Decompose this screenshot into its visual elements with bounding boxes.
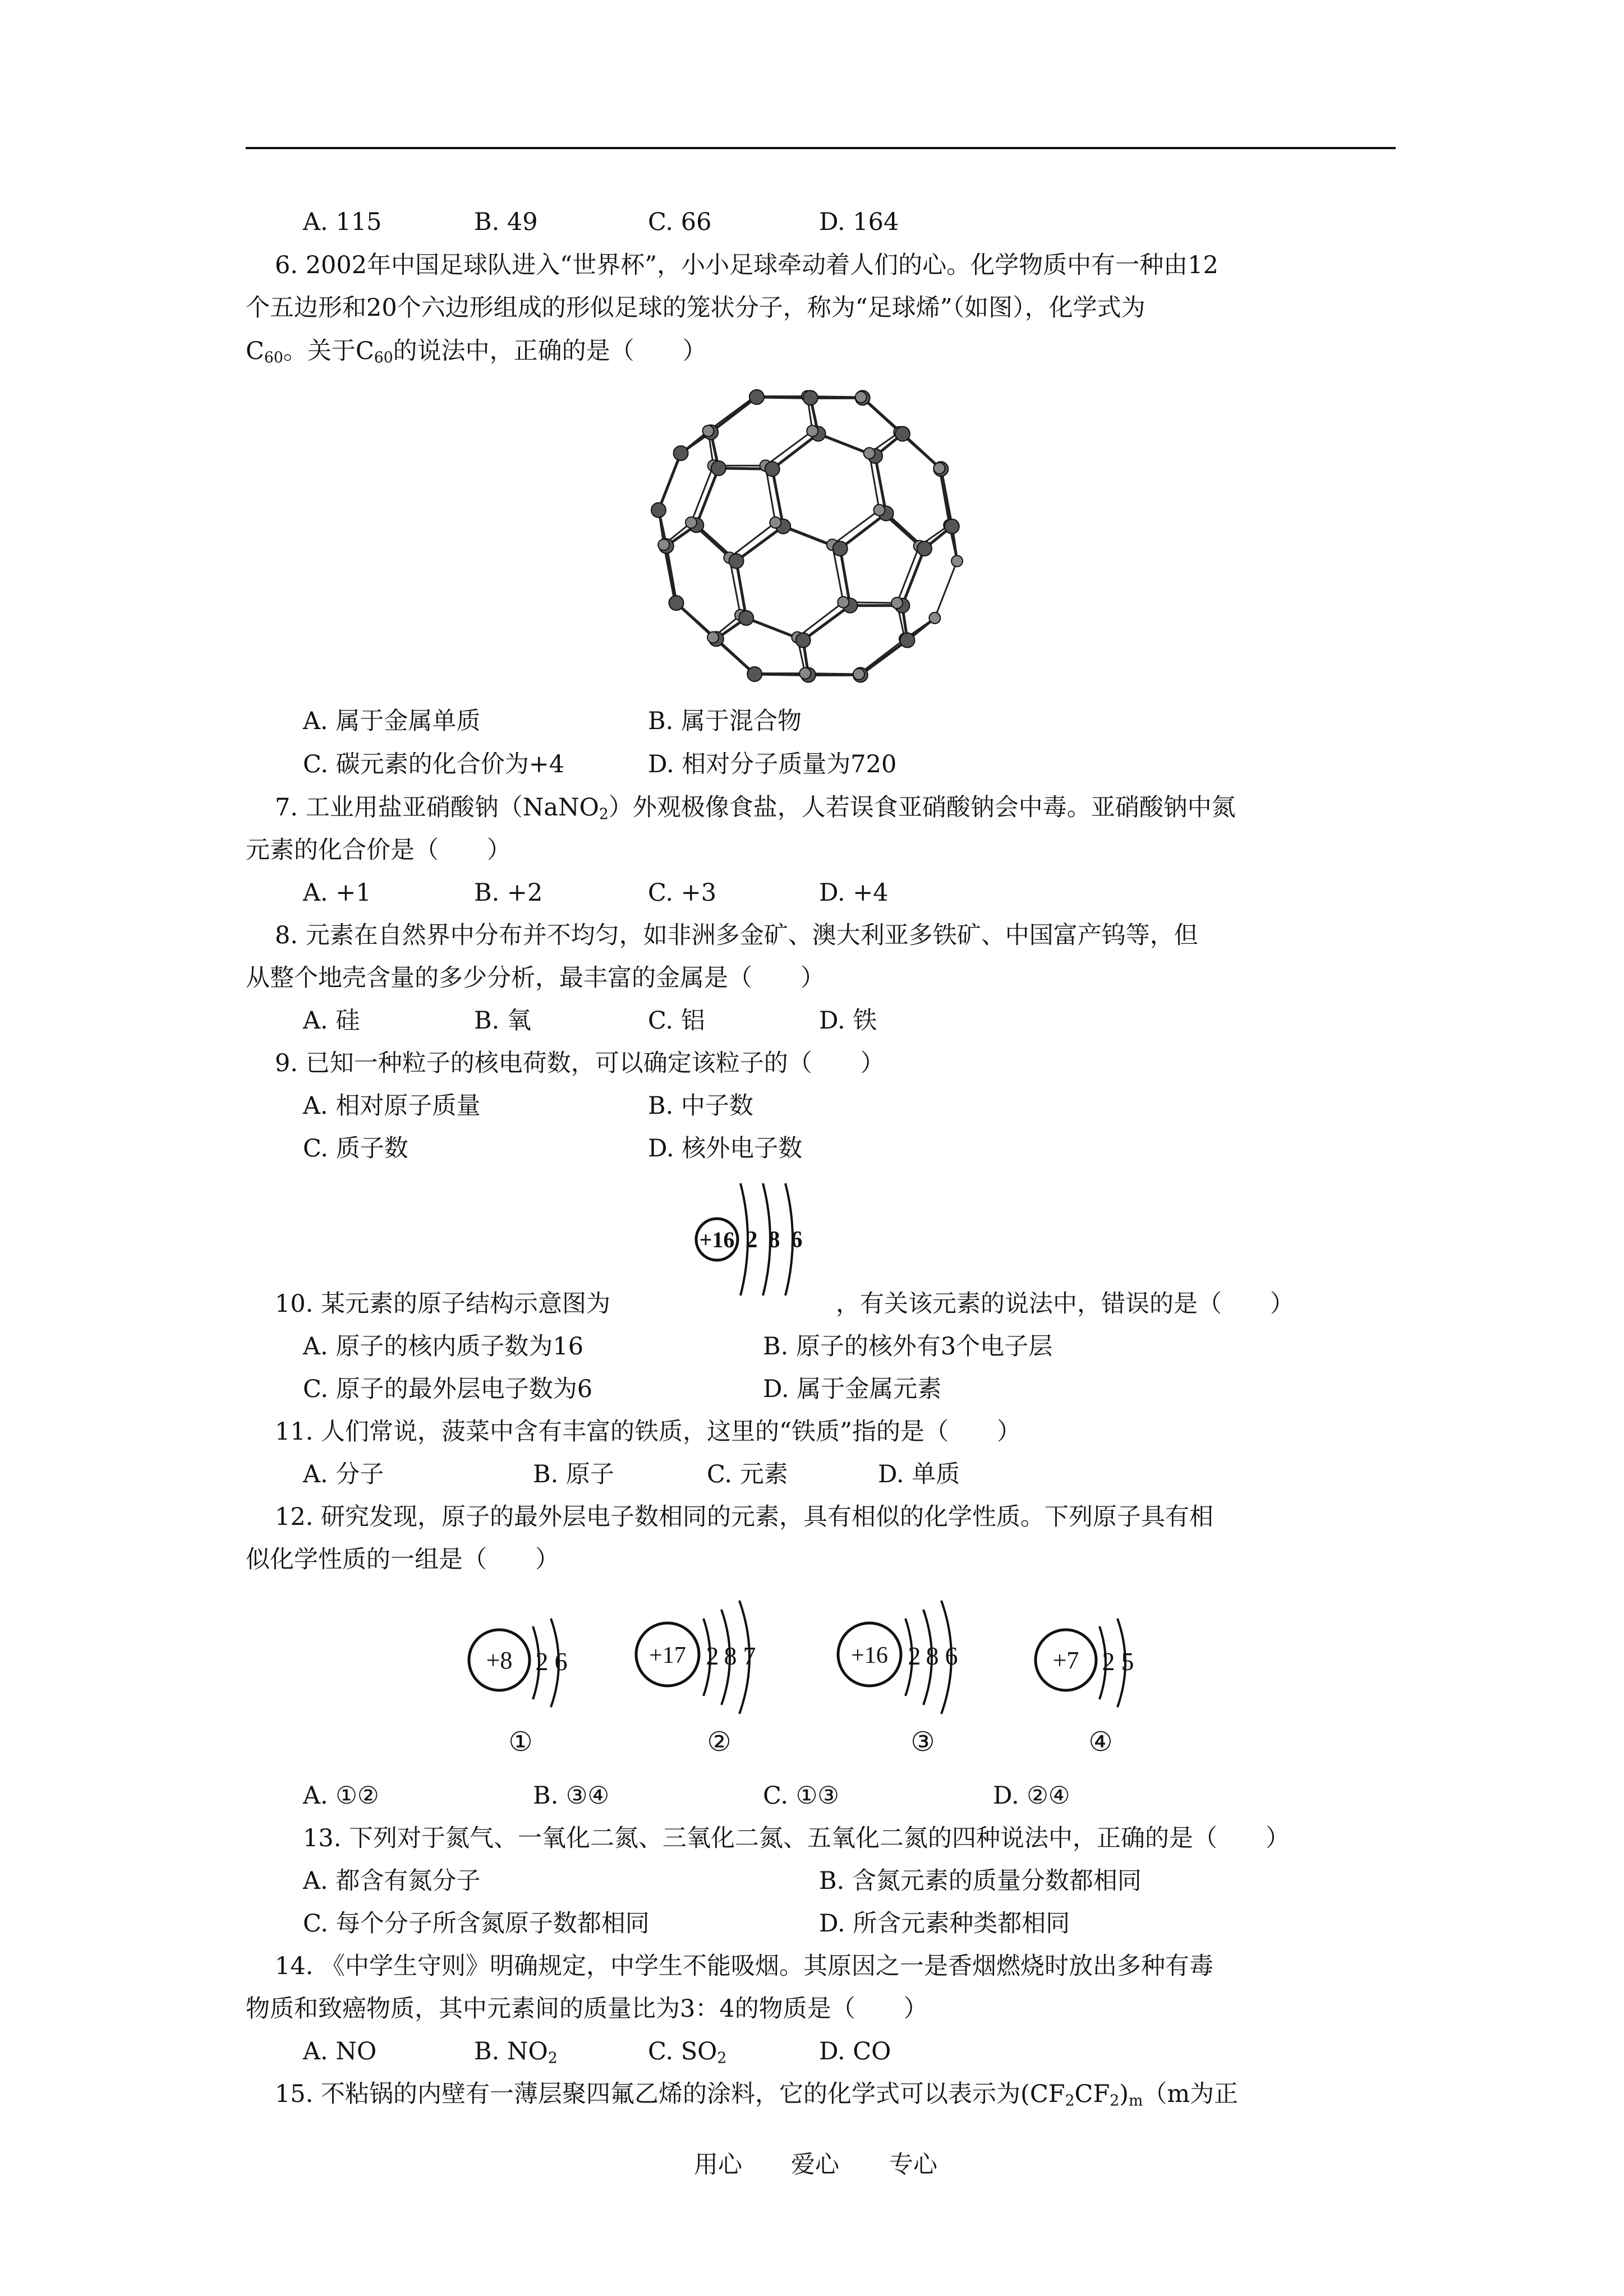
q12-atom-3-shell-3: 6 xyxy=(945,1642,958,1670)
q15-stem: 15. 不粘锅的内壁有一薄层聚四氟乙烯的涂料，它的化学式可以表示为$(CF_2CF_2)_m(m$为正 xyxy=(275,2080,1239,2110)
q11-stem: 11. 人们常说，菠菜中含有丰富的铁质，这里的“铁质”指的是（ ） xyxy=(275,1418,1022,1446)
fullerene-bond xyxy=(861,640,908,675)
fullerene-bond xyxy=(696,468,719,525)
fullerene-atom xyxy=(803,390,818,405)
q10-shell-3-count: 6 xyxy=(790,1227,803,1253)
q7-stem-line-2: 元素的化合价是（ ） xyxy=(246,836,511,864)
q12-atom-2-nucleus: +17 xyxy=(649,1643,686,1668)
q12-atom-3-nucleus: +16 xyxy=(851,1643,888,1668)
fullerene-atom xyxy=(749,390,764,404)
q10-stem-post: ，有关该元素的说法中，错误的是（ ） xyxy=(836,1290,1294,1318)
q12-option-a: A. ①② xyxy=(303,1782,379,1810)
q8-option-a: A. 硅 xyxy=(303,1007,360,1035)
fullerene-bond xyxy=(659,453,681,510)
fullerene-bond xyxy=(935,561,957,617)
q11-option-d: D. 单质 xyxy=(878,1460,960,1488)
q12-atom-4-shell-2: 5 xyxy=(1121,1647,1134,1676)
q11-option-b: B. 原子 xyxy=(533,1460,614,1488)
q12-atom-2-shell-2: 8 xyxy=(724,1642,737,1670)
q10-stem-pre: 10. 某元素的原子结构示意图为 xyxy=(275,1290,611,1318)
fullerene-bond xyxy=(711,397,757,432)
q12-atom-3 xyxy=(838,1601,958,1758)
q12-option-b: B. ③④ xyxy=(533,1782,610,1810)
footer-text-2: 爱心 xyxy=(791,2151,839,2179)
fullerene-bond xyxy=(803,606,850,640)
fullerene-bond xyxy=(902,548,924,605)
fullerene-bond xyxy=(691,465,714,522)
q13-option-a: A. 都含有氮分子 xyxy=(303,1867,481,1895)
q10-option-c: C. 原子的最外层电子数为6 xyxy=(303,1375,593,1403)
q14-option-c: C. $SO_2$ xyxy=(648,2037,727,2067)
q7-option-a: A. +1 xyxy=(303,879,371,907)
fullerene-bond xyxy=(897,546,919,603)
q12-atom-2 xyxy=(636,1601,756,1758)
q12-atom-3-label: ③ xyxy=(910,1726,935,1758)
fullerene-bond xyxy=(832,510,880,545)
fullerene-atom xyxy=(747,667,762,681)
q5-option-d: D. 164 xyxy=(819,208,899,236)
fullerene-bond xyxy=(729,523,775,558)
q6-option-d: D. 相对分子质量为720 xyxy=(648,750,897,778)
fullerene-atom xyxy=(796,633,811,648)
fullerene-atom xyxy=(729,554,744,568)
fullerene-atom xyxy=(651,503,666,518)
fullerene-atom xyxy=(945,519,959,534)
q13-option-c: C. 每个分子所含氮原子数都相同 xyxy=(303,1910,650,1938)
fullerene-atom xyxy=(770,517,781,528)
fullerene-atom xyxy=(707,631,719,643)
q12-atom-1-nucleus: +8 xyxy=(486,1647,513,1674)
fullerene-c60-figure xyxy=(640,370,976,701)
q13-option-d: D. 所含元素种类都相同 xyxy=(819,1910,1070,1938)
q11-option-c: C. 元素 xyxy=(707,1460,788,1488)
fullerene-atom xyxy=(711,461,726,476)
fullerene-atom xyxy=(891,597,903,608)
fullerene-bond xyxy=(797,602,843,638)
q10-shell-1-count: 2 xyxy=(746,1227,758,1253)
footer-text-3: 专心 xyxy=(889,2151,937,2179)
q14-stem-line-1: 14. 《中学生守则》明确规定，中学生不能吸烟。其原因之一是香烟燃烧时放出多种有毒 xyxy=(275,1952,1214,1980)
q13-option-b: B. 含氮元素的质量分数都相同 xyxy=(819,1867,1142,1895)
fullerene-atom xyxy=(686,517,697,528)
q7-stem-line-1: 7. 工业用盐亚硝酸钠（NaNO$_2$）外观极像食盐，人若误食亚硝酸钠会中毒。亚硝酸钠中氮 xyxy=(275,794,1236,823)
fullerene-atom xyxy=(853,668,864,680)
q12-stem-line-2: 似化学性质的一组是（ ） xyxy=(246,1546,559,1574)
q6-stem-line-2: 个五边形和20个六边形组成的形似足球的笼状分子，称为“足球烯”（如图），化学式为 xyxy=(246,294,1145,322)
q10-atom-structure-diagram xyxy=(686,1178,820,1301)
q6-option-b: B. 属于混合物 xyxy=(648,707,802,735)
fullerene-atom xyxy=(855,391,867,403)
q12-stem-line-1: 12. 研究发现，原子的最外层电子数相同的元素，具有相似的化学性质。下列原子具有相 xyxy=(275,1503,1214,1531)
fullerene-bond xyxy=(859,639,905,674)
fullerene-bond xyxy=(666,546,677,603)
fullerene-atom xyxy=(658,539,669,550)
q10-shell-2-count: 8 xyxy=(768,1227,780,1253)
fullerene-atom xyxy=(873,505,885,516)
q7-option-b: B. +2 xyxy=(474,879,543,907)
q12-atom-3-shell-2: 8 xyxy=(926,1642,939,1670)
q12-atom-4-shell-1: 2 xyxy=(1102,1647,1115,1676)
q8-option-d: D. 铁 xyxy=(819,1007,877,1035)
fullerene-atom xyxy=(917,541,932,556)
q10-nucleus-label: +16 xyxy=(699,1227,735,1252)
q12-option-d: D. ②④ xyxy=(993,1782,1070,1810)
fullerene-atom xyxy=(895,427,910,441)
q7-option-c: C. +3 xyxy=(648,879,717,907)
fullerene-atom xyxy=(669,596,684,610)
fullerene-atom xyxy=(929,612,940,624)
fullerene-atom xyxy=(900,633,915,648)
q7-option-d: D. +4 xyxy=(819,879,889,907)
q9-option-c: C. 质子数 xyxy=(303,1135,408,1163)
q12-atom-4 xyxy=(1036,1619,1134,1758)
q11-option-a: A. 分子 xyxy=(303,1460,384,1488)
fullerene-atom xyxy=(799,668,811,679)
q10-option-b: B. 原子的核外有3个电子层 xyxy=(763,1333,1053,1361)
q9-option-b: B. 中子数 xyxy=(648,1092,753,1120)
fullerene-atom xyxy=(702,425,714,436)
q14-option-d: D. CO xyxy=(819,2037,891,2066)
fullerene-atom xyxy=(838,597,849,608)
q5-option-a: A. 115 xyxy=(303,208,382,236)
q6-stem-line-1: 6. 2002年中国足球队进入“世界杯”，小小足球牵动着人们的心。化学物质中有一种由12 xyxy=(275,251,1218,279)
fullerene-bond xyxy=(840,513,886,548)
q12-atom-4-nucleus: +7 xyxy=(1052,1647,1079,1674)
q9-option-a: A. 相对原子质量 xyxy=(303,1092,481,1120)
fullerene-atom xyxy=(864,448,875,459)
fullerene-bond xyxy=(941,469,952,526)
fullerene-atom xyxy=(933,463,945,474)
q12-option-c: C. ①③ xyxy=(763,1782,839,1810)
fullerene-bond xyxy=(766,431,813,465)
fullerene-atom xyxy=(674,446,688,460)
q12-atom-2-label: ② xyxy=(707,1726,732,1758)
q10-option-a: A. 原子的核内质子数为16 xyxy=(303,1333,584,1361)
q14-stem-line-2: 物质和致癌物质，其中元素间的质量比为3：4的物质是（ ） xyxy=(246,1995,928,2023)
q8-stem-line-2: 从整个地壳含量的多少分析，最丰富的金属是（ ） xyxy=(246,964,825,992)
footer-text-1: 用心 xyxy=(694,2151,742,2179)
q12-atom-1-shell-1: 2 xyxy=(535,1647,549,1676)
header-rule xyxy=(246,147,1396,149)
q12-atom-1-shell-2: 6 xyxy=(554,1647,568,1676)
fullerene-atom xyxy=(807,425,818,436)
q6-option-c: C. 碳元素的化合价为+4 xyxy=(303,750,565,778)
fullerene-atom xyxy=(951,555,963,566)
q12-atom-diagrams xyxy=(449,1587,1178,1767)
q6-option-a: A. 属于金属单质 xyxy=(303,707,481,735)
q13-stem: 13. 下列对于氮气、一氧化二氮、三氧化二氮、五氧化二氮的四种说法中，正确的是（ ） xyxy=(303,1824,1290,1852)
q12-atom-4-label: ④ xyxy=(1088,1726,1113,1758)
q9-option-d: D. 核外电子数 xyxy=(648,1135,803,1163)
q12-atom-2-shell-1: 2 xyxy=(706,1642,719,1670)
q12-atom-2-shell-3: 7 xyxy=(743,1642,756,1670)
q6-stem-line-3: $C_{60}$。关于$C_{60}$的说法中，正确的是（ ） xyxy=(246,337,707,367)
q12-atom-3-shell-1: 2 xyxy=(908,1642,921,1670)
q5-option-c: C. 66 xyxy=(648,208,712,236)
q14-option-b: B. $NO_2$ xyxy=(474,2037,558,2067)
q8-option-c: C. 铝 xyxy=(648,1007,705,1035)
fullerene-bond xyxy=(737,527,784,561)
q8-option-b: B. 氧 xyxy=(474,1007,531,1035)
q10-option-d: D. 属于金属元素 xyxy=(763,1375,942,1403)
fullerene-atom xyxy=(833,541,848,556)
fullerene-atom xyxy=(765,462,780,476)
q8-stem-line-1: 8. 元素在自然界中分布并不均匀，如非洲多金矿、澳大利亚多铁矿、中国富产钨等，但 xyxy=(275,921,1198,949)
q14-option-a: A. NO xyxy=(303,2037,377,2066)
fullerene-atom xyxy=(739,611,753,625)
q12-atom-1-label: ① xyxy=(508,1726,533,1758)
q12-atom-1 xyxy=(469,1619,568,1758)
fullerene-bond xyxy=(772,434,818,469)
q9-stem: 9. 已知一种粒子的核电荷数，可以确定该粒子的（ ） xyxy=(275,1049,885,1077)
q5-option-b: B. 49 xyxy=(474,208,538,236)
